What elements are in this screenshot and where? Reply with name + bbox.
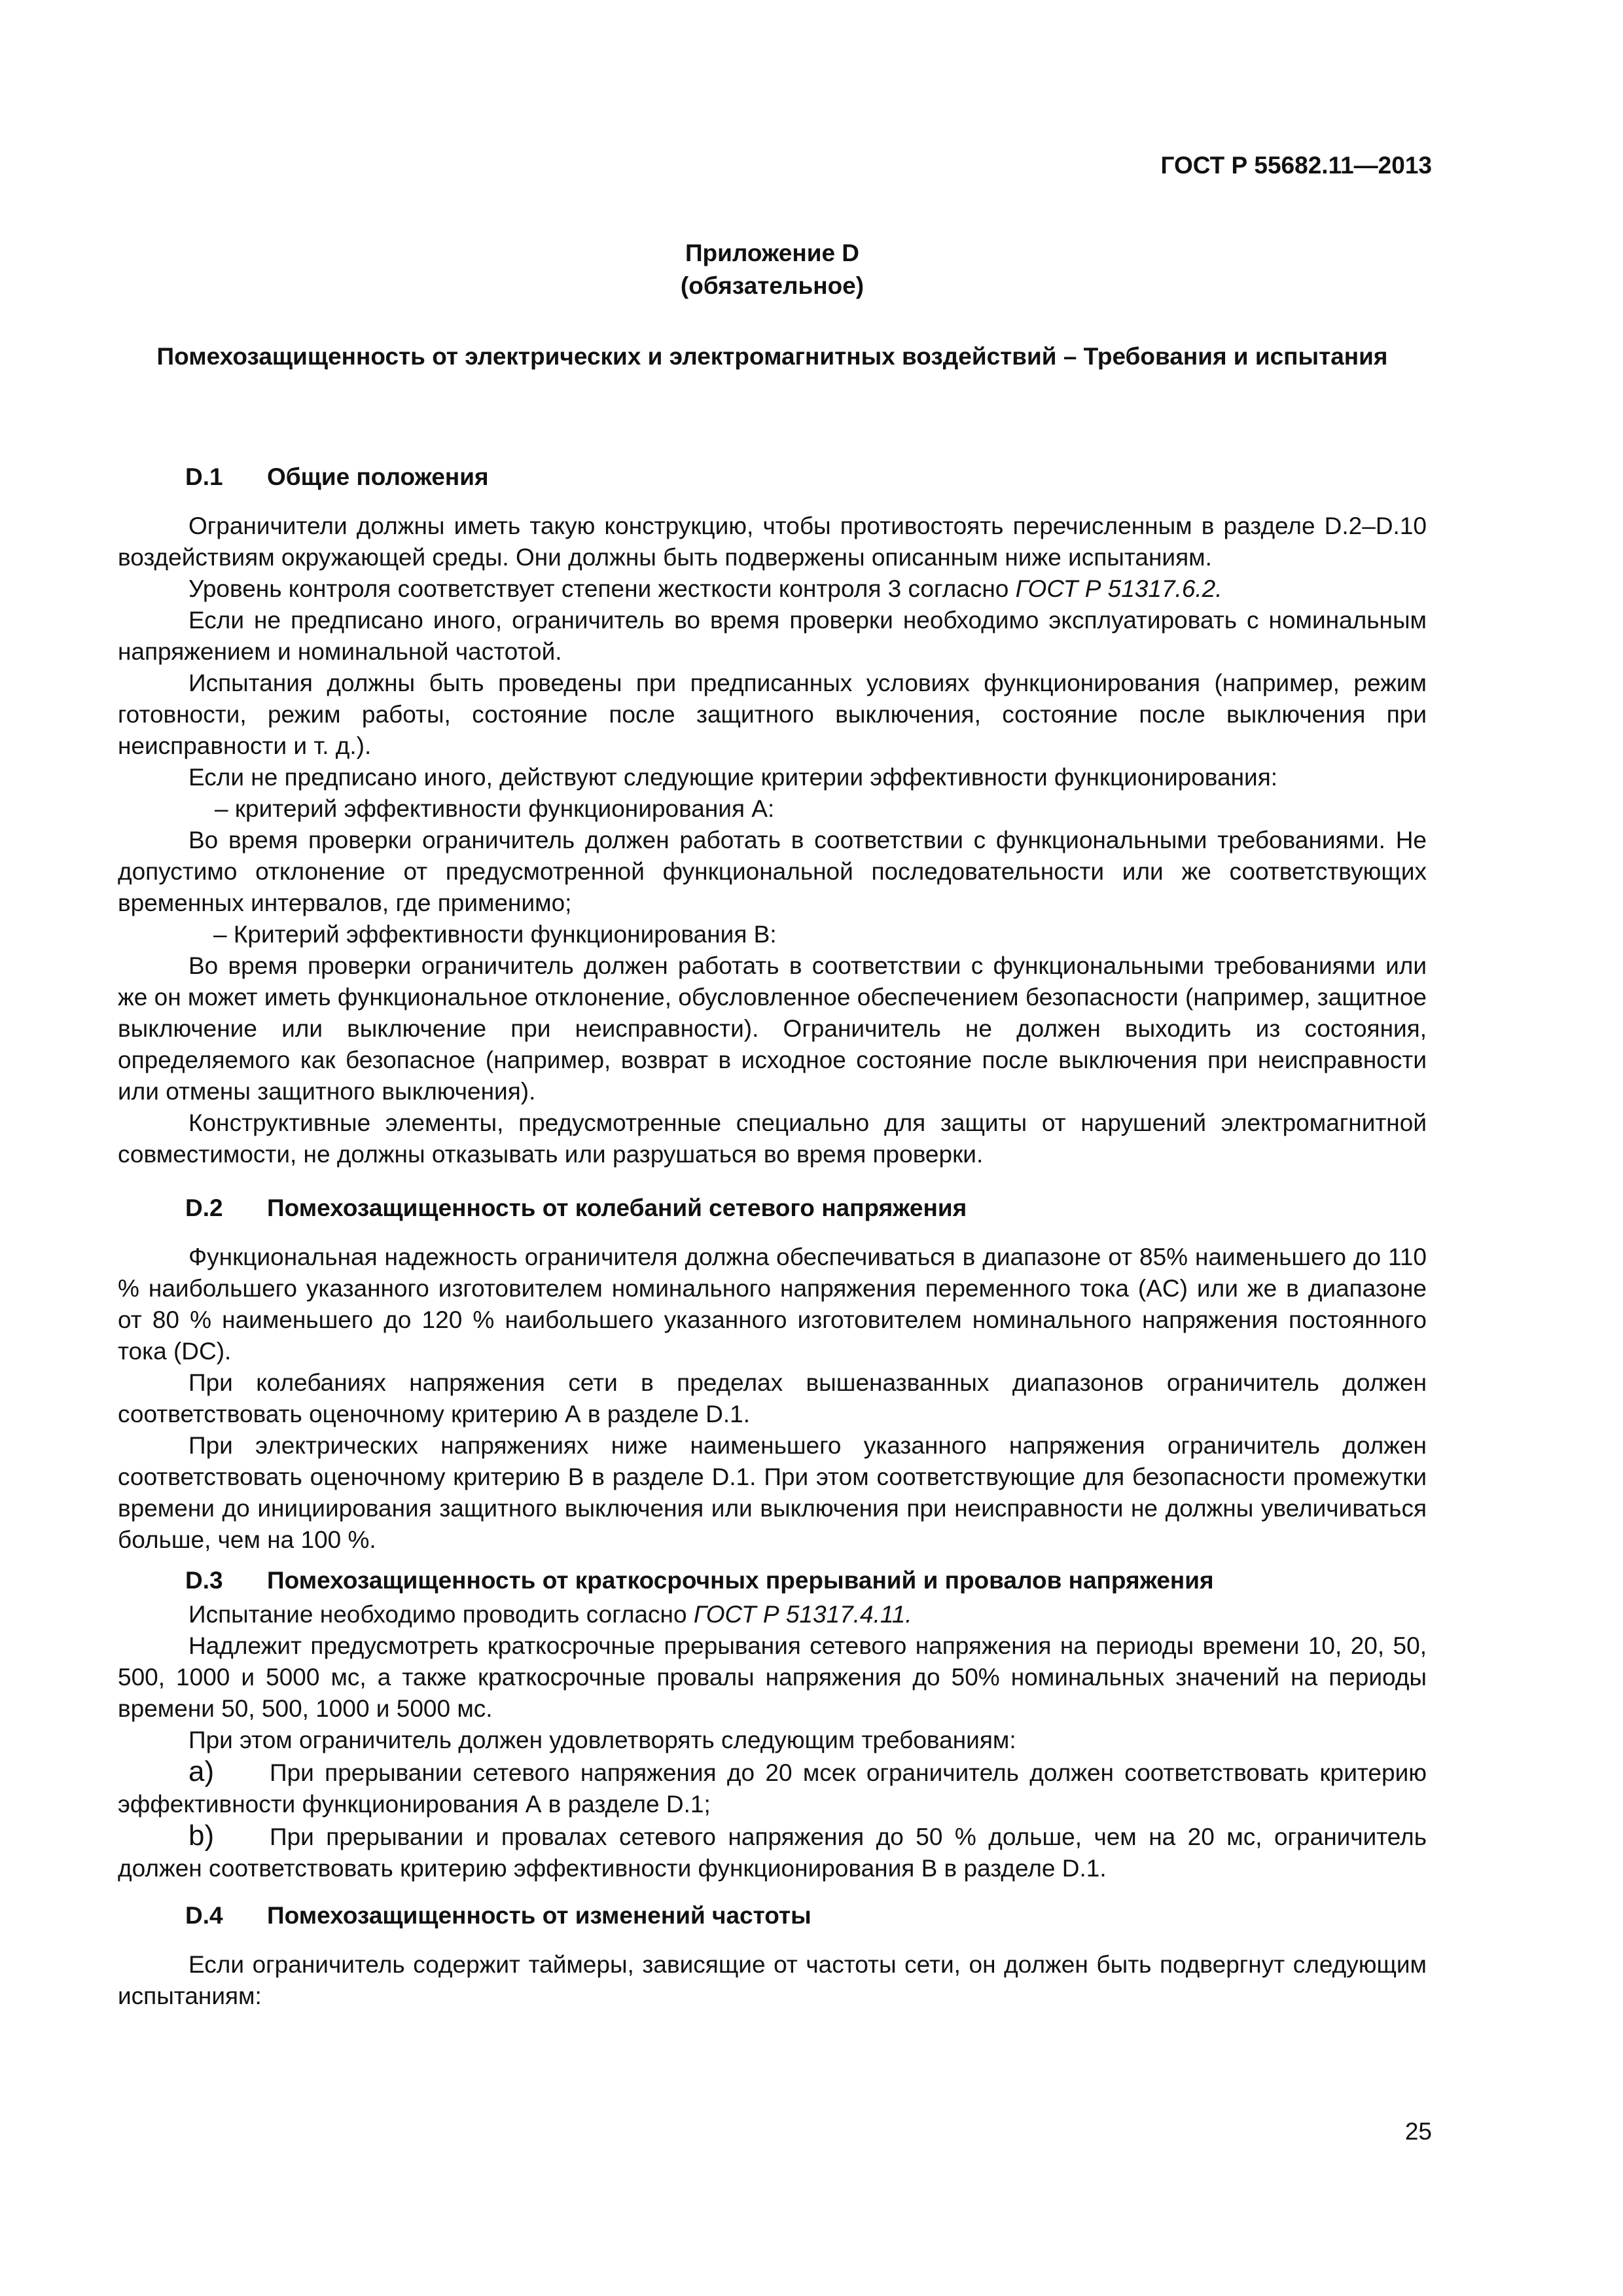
paragraph: При колебаниях напряжения сети в пределах вышеназванных диапазонов ограничитель должен соответствовать оценочному критерию А в разделе D.1. xyxy=(118,1369,1427,1427)
section-title: Помехозащищенность от краткосрочных прерываний и провалов напряжения xyxy=(267,1567,1214,1594)
page-number: 25 xyxy=(1404,2118,1432,2145)
paragraph: Конструктивные элементы, предусмотренные специально для защиты от нарушений электромагнитной совместимости, не должны отказывать или разрушаться во время проверки. xyxy=(118,1109,1427,1168)
paragraph: Если ограничитель содержит таймеры, зависящие от частоты сети, он должен быть подвергнут следующим испытаниям: xyxy=(118,1951,1427,2009)
criterion-a-label: – критерий эффективности функционирования А: xyxy=(215,795,775,822)
paragraph: При этом ограничитель должен удовлетворять следующим требованиям: xyxy=(188,1727,1016,1753)
document-code: ГОСТ Р 55682.11—2013 xyxy=(1160,152,1432,179)
section-number: D.1 xyxy=(185,463,223,490)
paragraph: Ограничители должны иметь такую конструкцию, чтобы противостоять перечисленным в разделе D.2–D.10 воздействиям окружающей среды. Они должны быть подвержены описанным ниже испытаниям. xyxy=(118,512,1427,571)
standard-reference: ГОСТ Р 51317.6.2. xyxy=(1015,575,1222,602)
section-title: Помехозащищенность от колебаний сетевого напряжения xyxy=(267,1194,967,1221)
paragraph-text: Уровень контроля соответствует степени жесткости контроля 3 согласно xyxy=(188,575,1016,602)
paragraph: При электрических напряжениях ниже наименьшего указанного напряжения ограничитель должен соответствовать оценочному критерию В в разделе D.1. При этом соответствующие для безопасности промежутки времени до инициирования защитного выключения или выключения при неисправности не должны увеличиваться больше, чем на 100 %. xyxy=(118,1432,1427,1553)
paragraph: Если не предписано иного, действуют следующие критерии эффективности функционирования: xyxy=(188,764,1278,791)
list-item-text: При прерывании и провалах сетевого напряжения до 50 % дольше, чем на 20 мс, ограничитель должен соответствовать критерию эффективности функционирования В в разделе D.1. xyxy=(118,1823,1427,1882)
paragraph: Испытания должны быть проведены при предписанных условиях функционирования (например, режим готовности, режим работы, состояние после защитного выключения, состояние после выключения при неисправности и т. д.). xyxy=(118,670,1427,759)
section-heading-d4 xyxy=(185,1900,1427,1931)
standard-reference: ГОСТ Р 51317.4.11. xyxy=(693,1601,912,1628)
section-number: D.4 xyxy=(185,1902,223,1929)
section-heading-d2 xyxy=(185,1193,1427,1224)
criterion-b-label: – Критерий эффективности функционирования В: xyxy=(213,921,777,948)
paragraph: Во время проверки ограничитель должен работать в соответствии с функциональными требованиями или же он может иметь функциональное отклонение, обусловленное обеспечением безопасности (например, защитное выключение или выключение при неисправности). Ограничитель не должен выходить из состояния, определяемого как безопасное (например, возврат в исходное состояние после выключения при неисправности или отмены защитного выключения). xyxy=(118,952,1427,1105)
paragraph xyxy=(118,573,1427,605)
list-item-b xyxy=(118,1820,1427,1884)
list-marker: b) xyxy=(188,1820,215,1852)
paragraph: Функциональная надежность ограничителя должна обеспечиваться в диапазоне от 85% наименьшего до 110 % наибольшего указанного изготовителем номинального напряжения переменного тока (AC) или же в диапазоне от 80 % наименьшего до 120 % наибольшего указанного изготовителем номинального напряжения постоянного тока (DC). xyxy=(118,1244,1427,1365)
paragraph-text: Испытание необходимо проводить согласно xyxy=(188,1601,694,1628)
annex-status: (обязательное) xyxy=(680,272,865,299)
annex-label: Приложение D xyxy=(685,240,860,266)
section-title: Общие положения xyxy=(267,463,489,490)
list-item-text: При прерывании сетевого напряжения до 20 мсек ограничитель должен соответствовать критерию эффективности функционирования А в разделе D.1; xyxy=(118,1759,1427,1818)
section-heading-d1 xyxy=(185,461,1427,493)
list-item-a xyxy=(118,1756,1427,1820)
section-title: Помехозащищенность от изменений частоты xyxy=(267,1902,812,1929)
document-body xyxy=(118,461,1427,2012)
list-marker: a) xyxy=(188,1755,215,1787)
paragraph: Надлежит предусмотреть краткосрочные прерывания сетевого напряжения на периоды времени 10, 20, 50, 500, 1000 и 5000 мс, а также краткосрочные провалы напряжения до 50% номинальных значений на периоды времени 50, 500, 1000 и 5000 мс. xyxy=(118,1632,1427,1722)
section-number: D.2 xyxy=(185,1194,223,1221)
annex-heading xyxy=(118,237,1427,373)
section-number: D.3 xyxy=(185,1567,223,1594)
annex-title: Помехозащищенность от электрических и электромагнитных воздействий – Требования и испытания xyxy=(156,343,1388,370)
paragraph xyxy=(118,1599,1427,1630)
section-heading-d3 xyxy=(185,1565,1427,1596)
paragraph: Если не предписано иного, ограничитель во время проверки необходимо эксплуатировать с номинальным напряжением и номинальной частотой. xyxy=(118,607,1427,665)
paragraph: Во время проверки ограничитель должен работать в соответствии с функциональными требованиями. Не допустимо отклонение от предусмотренной функциональной последовательности или же соответствующих временных интервалов, где применимо; xyxy=(118,827,1427,916)
